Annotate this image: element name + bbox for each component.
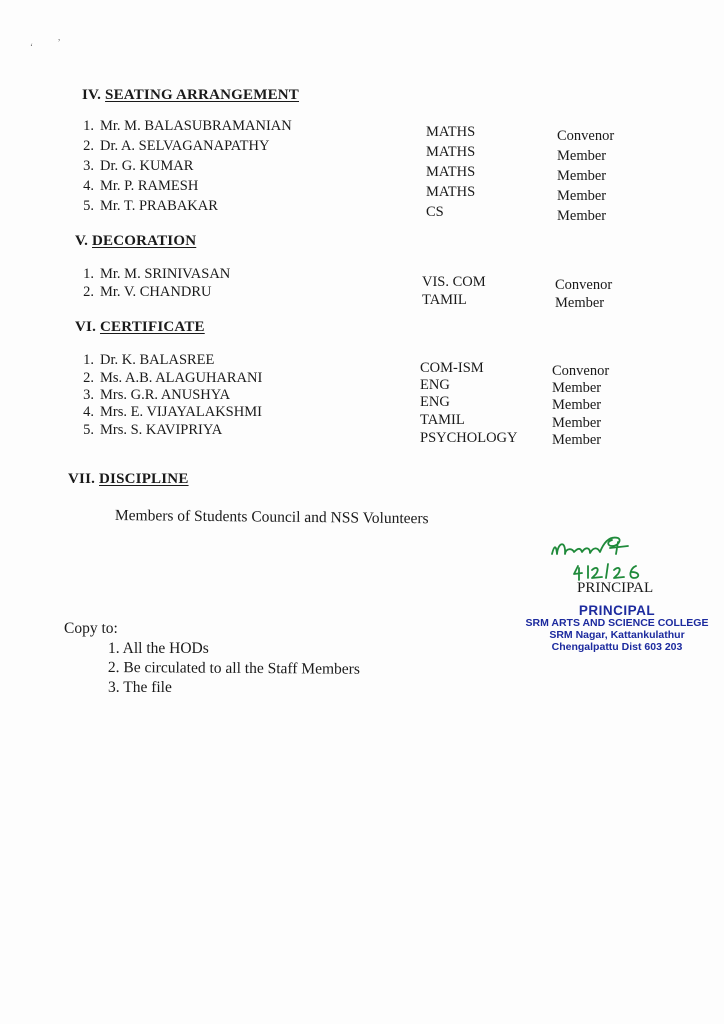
member-name: Mr. M. SRINIVASAN — [100, 266, 231, 282]
section-title: SEATING ARRANGEMENT — [105, 87, 300, 103]
member-number: 1. — [83, 352, 94, 368]
member-row — [72, 198, 218, 215]
member-role: Member — [552, 397, 602, 413]
scan-artifact: , — [58, 32, 61, 42]
member-role: Member — [557, 208, 607, 224]
member-dept: MATHS — [426, 124, 476, 140]
member-row — [72, 178, 198, 195]
member-name: Mrs. E. VIJAYALAKSHMI — [100, 404, 262, 420]
principal-label: PRINCIPAL — [577, 580, 654, 596]
member-number: 5. — [83, 422, 94, 438]
member-row — [72, 422, 222, 439]
section-numeral: IV. — [82, 87, 102, 103]
section-numeral: V. — [75, 233, 89, 249]
member-row — [72, 370, 262, 387]
member-dept: TAMIL — [422, 292, 467, 308]
member-number: 2. — [83, 370, 94, 386]
member-row — [72, 352, 214, 369]
member-row — [72, 387, 230, 404]
member-dept: CS — [426, 204, 444, 220]
section-heading-discipline — [68, 471, 189, 488]
member-dept: PSYCHOLOGY — [420, 430, 518, 446]
section-heading-decoration — [75, 233, 196, 250]
member-number: 4. — [83, 178, 94, 194]
member-dept: TAMIL — [420, 412, 465, 428]
member-name: Dr. G. KUMAR — [100, 158, 194, 174]
member-number: 5. — [83, 198, 94, 214]
section-heading-seating — [82, 87, 299, 104]
member-role: Member — [552, 432, 602, 448]
section-title: DISCIPLINE — [99, 471, 189, 487]
member-number: 1. — [83, 266, 94, 282]
member-name: Mrs. S. KAVIPRIYA — [100, 422, 223, 438]
member-role: Member — [557, 148, 607, 164]
member-row — [72, 118, 292, 135]
copy-to-heading: Copy to: — [64, 620, 118, 637]
section-numeral: VII. — [68, 471, 96, 487]
copy-to-item: 2. Be circulated to all the Staff Members — [107, 659, 360, 678]
member-name: Mr. P. RAMESH — [100, 178, 199, 194]
college-stamp — [510, 603, 724, 653]
member-name: Dr. A. SELVAGANAPATHY — [100, 138, 270, 154]
member-row — [72, 138, 269, 155]
member-role: Convenor — [557, 128, 615, 144]
member-number: 1. — [83, 118, 94, 134]
stamp-title: PRINCIPAL — [578, 603, 656, 618]
principal-signature — [548, 528, 718, 584]
section-heading-certificate — [75, 319, 205, 336]
member-name: Dr. K. BALASREE — [100, 352, 215, 368]
member-role: Convenor — [552, 363, 610, 379]
member-dept: MATHS — [426, 184, 476, 200]
signature-stroke — [552, 538, 628, 554]
member-name: Mr. V. CHANDRU — [100, 284, 212, 300]
member-name: Mr. T. PRABAKAR — [100, 198, 218, 214]
member-number: 3. — [83, 158, 94, 174]
member-role: Member — [552, 415, 602, 431]
copy-to-item: 3. The file — [108, 679, 172, 696]
member-row — [72, 158, 193, 175]
member-number: 3. — [83, 387, 94, 403]
member-number: 4. — [83, 404, 94, 420]
stamp-district: Chengalpattu Dist 603 203 — [551, 640, 683, 653]
member-role: Member — [557, 168, 607, 184]
member-dept: MATHS — [426, 144, 476, 160]
member-role: Member — [552, 380, 602, 396]
member-dept: COM-ISM — [420, 360, 484, 376]
member-dept: VIS. COM — [422, 274, 486, 290]
stamp-college-name: SRM ARTS AND SCIENCE COLLEGE — [525, 617, 709, 630]
member-row — [72, 404, 262, 421]
member-name: Ms. A.B. ALAGUHARANI — [100, 370, 263, 386]
member-dept: MATHS — [426, 164, 476, 180]
copy-to-item: 1. All the HODs — [108, 640, 209, 657]
member-role: Convenor — [555, 277, 613, 293]
member-number: 2. — [83, 284, 94, 300]
member-name: Mrs. G.R. ANUSHYA — [100, 387, 231, 403]
signature-date — [574, 564, 638, 580]
member-dept: ENG — [420, 377, 450, 393]
stamp-address: SRM Nagar, Kattankulathur — [549, 628, 685, 641]
member-row — [72, 266, 230, 283]
section-title: CERTIFICATE — [99, 319, 205, 335]
section-title: DECORATION — [92, 233, 197, 249]
member-row — [72, 284, 211, 301]
member-role: Member — [557, 188, 607, 204]
member-name: Mr. M. BALASUBRAMANIAN — [100, 118, 292, 134]
member-number: 2. — [83, 138, 94, 154]
discipline-description: Members of Students Council and NSS Volunteers — [114, 507, 429, 528]
scan-artifact: ‘ — [30, 42, 33, 52]
member-dept: ENG — [420, 394, 450, 410]
section-numeral: VI. — [75, 319, 97, 335]
member-role: Member — [555, 295, 605, 311]
